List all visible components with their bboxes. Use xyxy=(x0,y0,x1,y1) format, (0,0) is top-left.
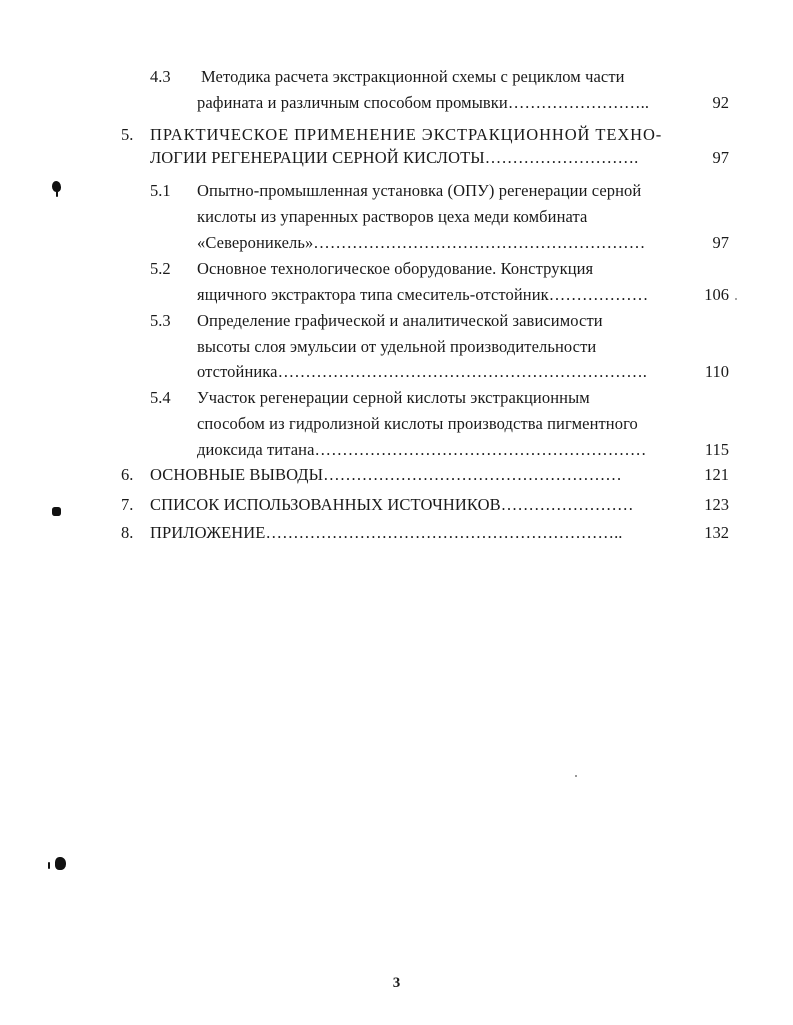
entry-page-number: 123 xyxy=(704,495,729,514)
entry-text-line: Участок регенерации серной кислоты экстракционным xyxy=(197,388,590,407)
entry-text-line: ПРАКТИЧЕСКОЕ ПРИМЕНЕНИЕ ЭКСТРАКЦИОННОЙ ТЕХНО- xyxy=(150,125,663,144)
entry-text-line: ЛОГИИ РЕГЕНЕРАЦИИ СЕРНОЙ КИСЛОТЫ………………………. xyxy=(150,148,639,167)
page-number: 3 xyxy=(392,975,401,991)
entry-number: 7. xyxy=(121,495,134,514)
entry-number: 5.2 xyxy=(150,259,171,278)
entry-number: 5. xyxy=(121,125,134,144)
entry-text-line: «Североникель»…………………………………………………… xyxy=(197,233,646,252)
entry-text-line: кислоты из упаренных растворов цеха меди комбината xyxy=(197,207,588,226)
entry-page-number: 97 xyxy=(712,148,729,167)
entry-text-line: Основное технологическое оборудование. Конструкция xyxy=(197,259,594,278)
entry-text-line: отстойника…………………………………………………………. xyxy=(197,362,648,381)
entry-number: 8. xyxy=(121,523,134,542)
entry-text-line: ПРИЛОЖЕНИЕ……………………………………………………….. xyxy=(150,523,623,542)
entry-page-number: 92 xyxy=(712,93,729,112)
entry-text-line: ОСНОВНЫЕ ВЫВОДЫ……………………………………………… xyxy=(150,465,622,484)
entry-text-line: СПИСОК ИСПОЛЬЗОВАННЫХ ИСТОЧНИКОВ…………………… xyxy=(150,495,634,514)
entry-text-line: Определение графической и аналитической зависимости xyxy=(197,311,603,330)
entry-page-number: 97 xyxy=(712,233,729,252)
entry-text-line: рафината и различным способом промывки…………………….. xyxy=(197,93,650,112)
scan-speck xyxy=(48,862,50,869)
entry-text-line: ящичного экстрактора типа смеситель-отстойник……………… xyxy=(197,285,649,304)
scan-speck xyxy=(575,775,577,777)
entry-text-line: способом из гидролизной кислоты производства пигментного xyxy=(197,414,638,433)
entry-page-number: 106 xyxy=(704,285,729,304)
entry-page-number: 121 xyxy=(704,465,729,484)
entry-text-line: высоты слоя эмульсии от удельной производительности xyxy=(197,337,597,356)
entry-text-line: диоксида титана…………………………………………………… xyxy=(197,440,647,459)
entry-text-line: Методика расчета экстракционной схемы с рециклом части xyxy=(201,67,625,86)
entry-number: 5.1 xyxy=(150,181,171,200)
entry-page-number: 115 xyxy=(704,440,729,459)
scan-speck xyxy=(55,857,66,870)
entry-page-number: 132 xyxy=(704,523,729,542)
entry-number: 4.3 xyxy=(150,67,171,86)
entry-number: 6. xyxy=(121,465,134,484)
scan-speck xyxy=(56,191,58,197)
scan-speck xyxy=(735,298,737,300)
entry-number: 5.3 xyxy=(150,311,171,330)
entry-number: 5.4 xyxy=(150,388,171,407)
entry-text-line: Опытно-промышленная установка (ОПУ) регенерации серной xyxy=(197,181,642,200)
entry-page-number: 110 xyxy=(704,362,729,381)
scan-speck xyxy=(52,507,61,516)
